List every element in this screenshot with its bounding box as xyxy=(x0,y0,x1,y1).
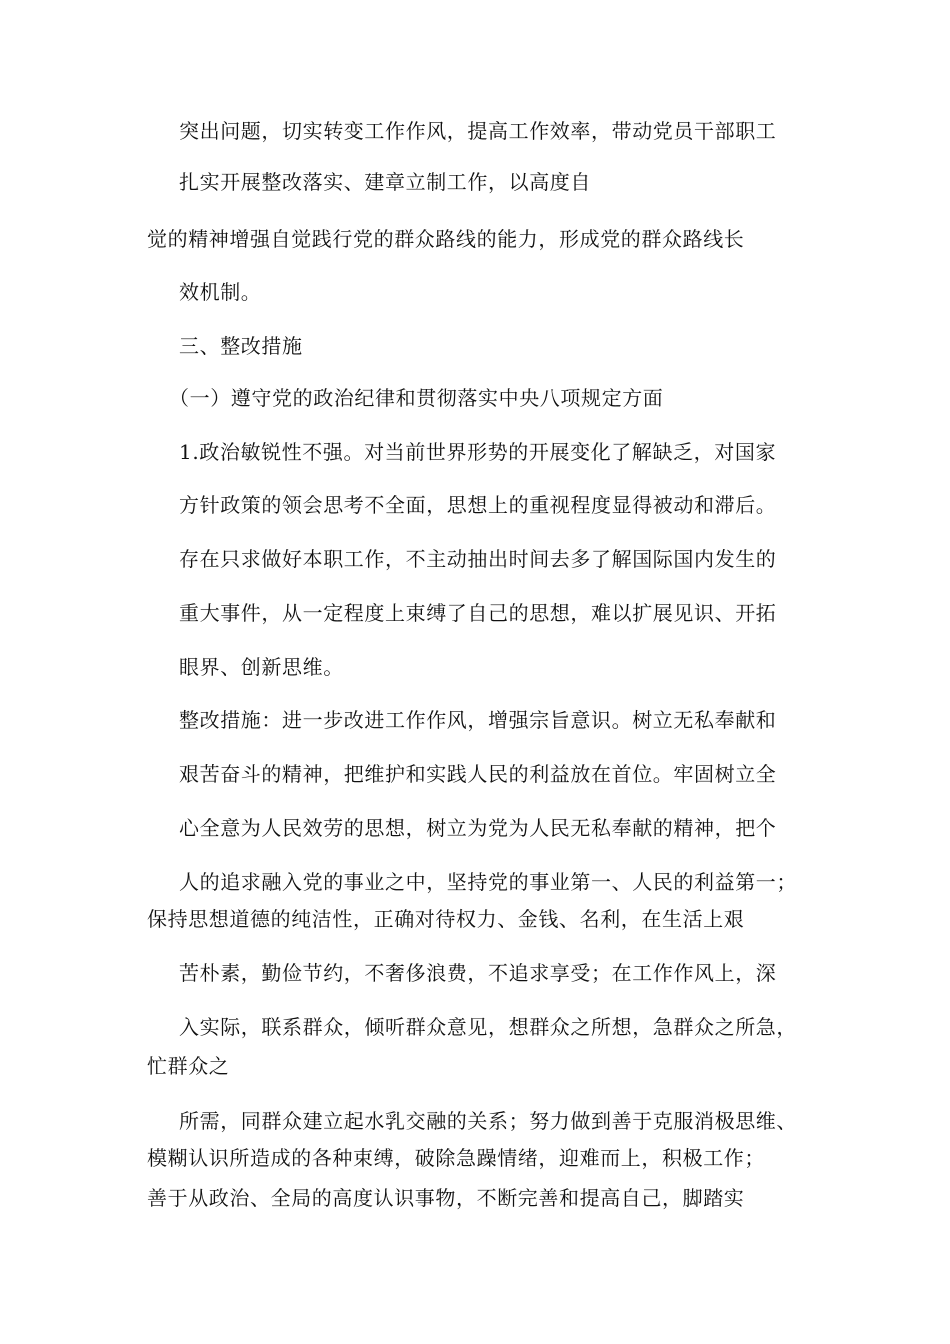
text-line: 1.政治敏锐性不强。对当前世界形势的开展变化了解缺乏，对国家 xyxy=(179,440,777,464)
text-line: 艰苦奋斗的精神，把维护和实践人民的利益放在首位。牢固树立全 xyxy=(179,762,777,786)
text-line: 苦朴素，勤俭节约，不奢侈浪费，不追求享受；在工作作风上，深 xyxy=(179,961,777,985)
text-line: 眼界、创新思维。 xyxy=(179,655,344,679)
text-line: 所需，同群众建立起水乳交融的关系；努力做到善于克服消极思维、 xyxy=(179,1109,797,1133)
text-line: 入实际，联系群众，倾听群众意见，想群众之所想，急群众之所急， xyxy=(179,1015,797,1039)
text-line: 存在只求做好本职工作，不主动抽出时间去多了解国际国内发生的 xyxy=(179,547,777,571)
text-line: 心全意为人民效劳的思想，树立为党为人民无私奉献的精神，把个 xyxy=(179,816,777,840)
text-line: 重大事件，从一定程度上束缚了自己的思想，难以扩展见识、开拓 xyxy=(179,601,777,625)
text-line: 效机制。 xyxy=(179,280,262,304)
text-line: 忙群众之 xyxy=(147,1054,230,1078)
text-line: 人的追求融入党的事业之中，坚持党的事业第一、人民的利益第一； xyxy=(179,870,797,894)
text-line: 整改措施：进一步改进工作作风，增强宗旨意识。树立无私奉献和 xyxy=(179,708,777,732)
text-line: 善于从政治、全局的高度认识事物，不断完善和提高自己，脚踏实 xyxy=(147,1186,745,1210)
text-line: 模糊认识所造成的各种束缚，破除急躁情绪，迎难而上，积极工作； xyxy=(147,1146,765,1170)
text-line: 方针政策的领会思考不全面，思想上的重视程度显得被动和滞后。 xyxy=(179,493,777,517)
text-line: 突出问题，切实转变工作作风，提高工作效率，带动党员干部职工 xyxy=(179,119,777,143)
text-line: 觉的精神增强自觉践行党的群众路线的能力，形成党的群众路线长 xyxy=(147,227,745,251)
section-heading: 三、整改措施 xyxy=(179,334,303,358)
subsection-heading: （一）遵守党的政治纪律和贯彻落实中央八项规定方面 xyxy=(169,386,664,410)
text-line: 保持思想道德的纯洁性，正确对待权力、金钱、名利，在生活上艰 xyxy=(147,907,745,931)
text-line: 扎实开展整改落实、建章立制工作，以高度自 xyxy=(179,170,591,194)
